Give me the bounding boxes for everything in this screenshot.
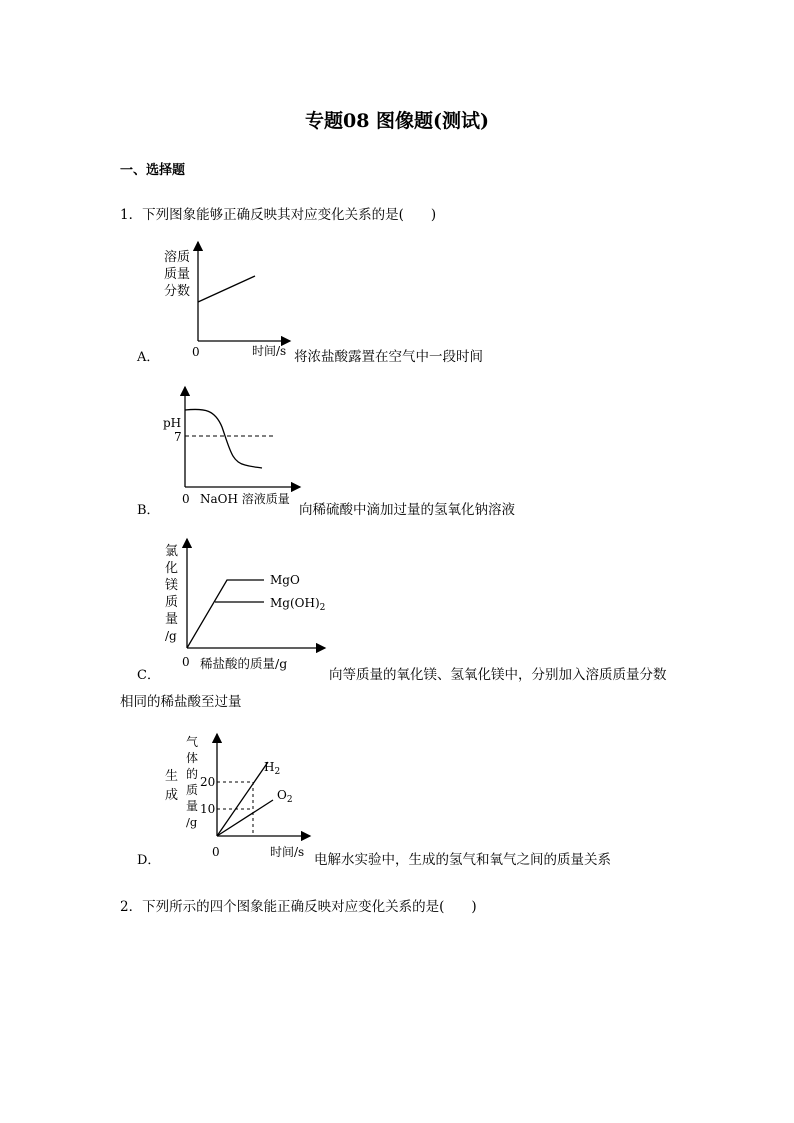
x-label: 时间/s — [270, 845, 305, 859]
graph-c — [160, 533, 360, 673]
x-label: NaOH 溶液质量 — [200, 492, 290, 506]
h2-line — [217, 762, 268, 836]
section-heading: 一、选择题 — [120, 163, 186, 178]
y-label-right-3: 的 — [186, 767, 199, 781]
y-label-2: 化 — [165, 561, 179, 576]
mgo-line — [187, 580, 264, 648]
y-label-1: 氯 — [165, 544, 179, 559]
option-a-letter: A． — [137, 350, 160, 365]
y-label-1: 溶质 — [164, 250, 191, 265]
graph-d — [160, 728, 320, 866]
option-b-letter: B． — [137, 503, 160, 518]
origin-label: 0 — [212, 845, 220, 859]
o2-line — [217, 800, 273, 836]
y-label-3: 镁 — [165, 578, 179, 593]
label-mgoh2: $Mg(OH)_2$ — [270, 596, 326, 613]
y-label: pH — [163, 416, 182, 430]
label-h2: $H_2$ — [264, 760, 281, 777]
label-o2: $O_2$ — [277, 788, 293, 805]
y-label-left-1: 生 — [165, 769, 179, 784]
y-label-right-1: 气 — [186, 735, 199, 749]
tick-20: 20 — [200, 775, 216, 789]
page-title: 专题08 图像题(测试) — [304, 110, 490, 132]
concentration-line — [198, 276, 255, 302]
origin-label: 0 — [182, 492, 190, 506]
y-label-right-6: /g — [186, 815, 198, 829]
y-label-2: 质量 — [164, 267, 191, 282]
y-label-5: 量 — [165, 612, 179, 627]
label-mgo: MgO — [270, 573, 300, 587]
option-c-caption-line2: 相同的稀盐酸至过量 — [120, 694, 242, 710]
origin-label: 0 — [192, 345, 200, 359]
ph-curve — [185, 409, 262, 468]
option-c-caption-line1: 向等质量的氧化镁、氢氧化镁中，分别加入溶质质量分数 — [329, 667, 667, 683]
y-label-right-2: 体 — [186, 751, 199, 765]
option-d-letter: D． — [137, 853, 161, 868]
y-label-3: 分数 — [164, 284, 191, 299]
graph-a — [150, 238, 300, 363]
option-d-caption: 电解水实验中，生成的氢气和氧气之间的质量关系 — [314, 852, 611, 868]
y-label-right-5: 量 — [186, 799, 199, 813]
question-1-stem: 1．下列图象能够正确反映其对应变化关系的是( ) — [120, 207, 437, 223]
y-label-4: 质 — [165, 595, 179, 610]
y-label-6: /g — [165, 629, 177, 643]
y-mark: 7 — [174, 430, 182, 444]
x-label: 稀盐酸的质量/g — [200, 656, 288, 671]
origin-label: 0 — [182, 655, 190, 669]
x-label: 时间/s — [252, 344, 287, 358]
graph-b — [160, 382, 325, 510]
question-2-stem: 2．下列所示的四个图象能正确反映对应变化关系的是( ) — [120, 899, 477, 915]
option-c-letter: C． — [137, 668, 160, 683]
y-label-left-2: 成 — [165, 788, 179, 803]
tick-10: 10 — [200, 802, 216, 816]
option-a-caption: 将浓盐酸露置在空气中一段时间 — [294, 349, 483, 365]
y-label-right-4: 质 — [186, 783, 199, 797]
option-b-caption: 向稀硫酸中滴加过量的氢氧化钠溶液 — [299, 502, 515, 518]
